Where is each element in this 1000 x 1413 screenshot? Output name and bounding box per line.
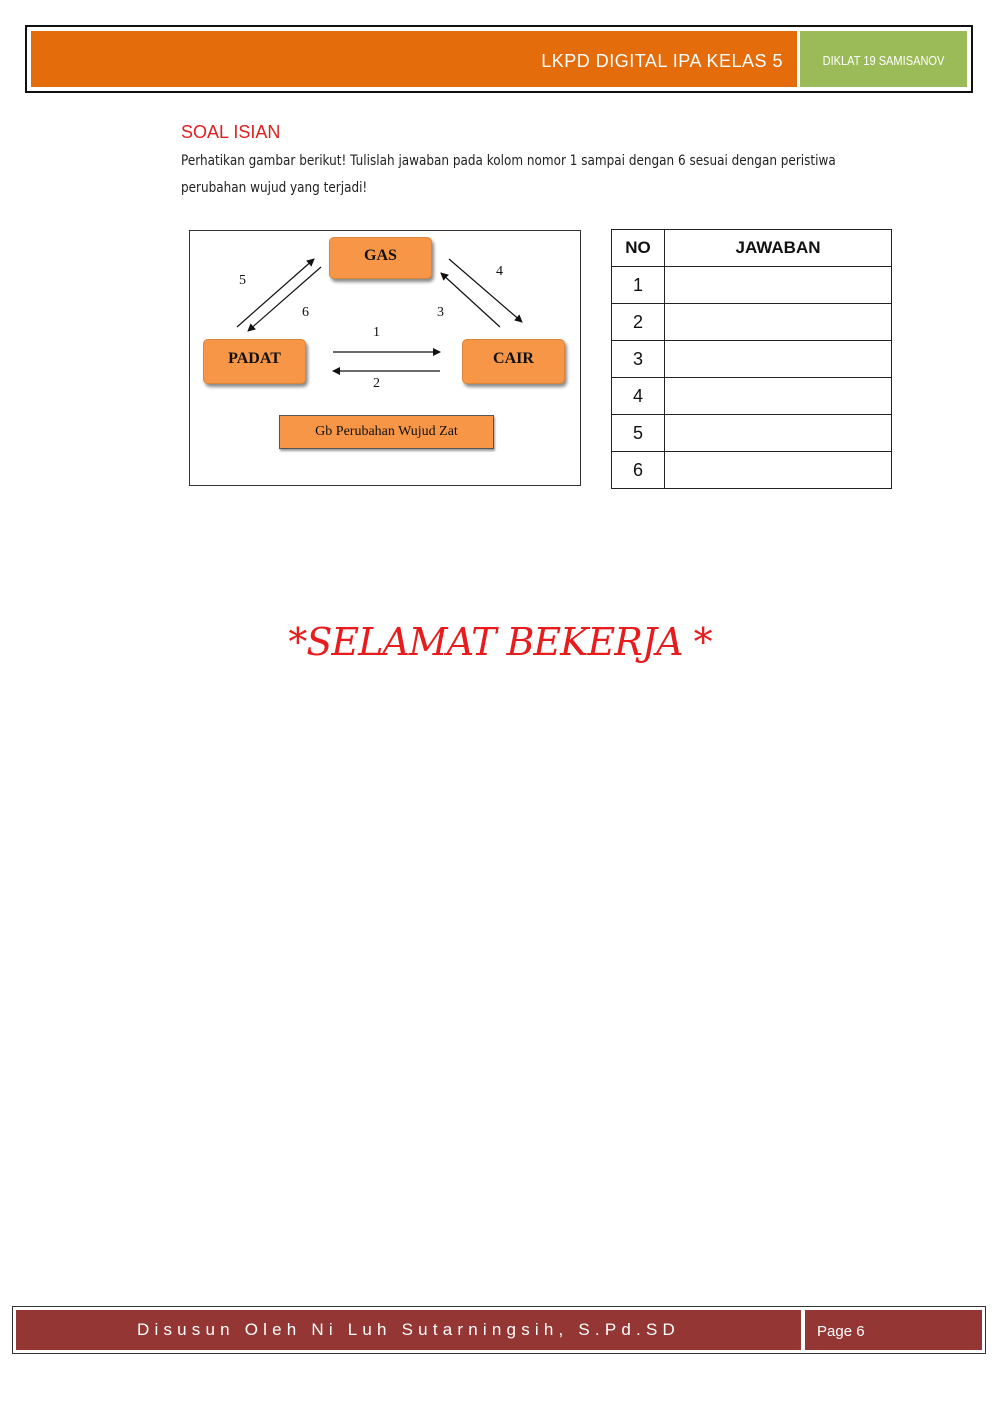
row-number: 4 <box>612 378 665 415</box>
instruction-line-2: perubahan wujud yang terjadi! <box>181 180 368 196</box>
section-title: SOAL ISIAN <box>181 122 281 142</box>
table-row <box>612 415 892 452</box>
answer-cell[interactable] <box>665 341 892 378</box>
table-row <box>612 341 892 378</box>
row-number: 1 <box>612 267 665 304</box>
row-number: 5 <box>612 415 665 452</box>
diagram-caption: Gb Perubahan Wujud Zat <box>279 415 494 449</box>
header-badge: DIKLAT 19 SAMISANOV <box>822 53 945 68</box>
answer-cell[interactable] <box>665 415 892 452</box>
gas-box <box>329 237 432 279</box>
header-title-bar <box>31 31 797 87</box>
table-header-row <box>612 230 892 267</box>
answer-table <box>611 229 892 489</box>
row-number: 6 <box>612 452 665 489</box>
answer-cell[interactable] <box>665 378 892 415</box>
page-footer <box>12 1306 986 1354</box>
instruction-text <box>181 148 869 202</box>
arrow-6 <box>248 267 321 331</box>
footer-author-bar <box>16 1310 801 1350</box>
solid-box <box>203 339 306 384</box>
row-number: 3 <box>612 341 665 378</box>
instruction-line-1: Perhatikan gambar berikut! Tulislah jawaban pada kolom nomor 1 sampai dengan 6 sesuai dengan peristiwa <box>181 153 836 169</box>
gas-label: GAS <box>364 247 397 264</box>
table-row <box>612 452 892 489</box>
answer-cell[interactable] <box>665 452 892 489</box>
page-header <box>25 25 973 93</box>
liquid-label: CAIR <box>493 350 534 367</box>
table-row <box>612 267 892 304</box>
answer-cell[interactable] <box>665 267 892 304</box>
arrow-number-2: 2 <box>373 376 380 391</box>
header-answer: JAWABAN <box>665 230 892 267</box>
liquid-box <box>462 339 565 384</box>
state-change-diagram <box>189 230 581 486</box>
arrow-number-1: 1 <box>373 325 380 340</box>
page-number: Page 6 <box>817 1323 865 1340</box>
footer-author: Disusun Oleh Ni Luh Sutarningsih, S.Pd.SD <box>137 1320 680 1339</box>
arrow-number-3: 3 <box>437 305 444 320</box>
footer-page-bar <box>805 1310 982 1350</box>
closing-message: *SELAMAT BEKERJA * <box>288 620 712 664</box>
arrow-number-4: 4 <box>496 264 503 279</box>
table-row <box>612 378 892 415</box>
arrow-number-6: 6 <box>302 305 309 320</box>
arrow-3 <box>441 273 500 327</box>
header-no: NO <box>612 230 665 267</box>
answer-cell[interactable] <box>665 304 892 341</box>
table-row <box>612 304 892 341</box>
header-badge-bar <box>800 31 967 87</box>
row-number: 2 <box>612 304 665 341</box>
solid-label: PADAT <box>228 350 281 367</box>
arrow-number-5: 5 <box>239 273 246 288</box>
header-title: LKPD DIGITAL IPA KELAS 5 <box>541 51 783 71</box>
